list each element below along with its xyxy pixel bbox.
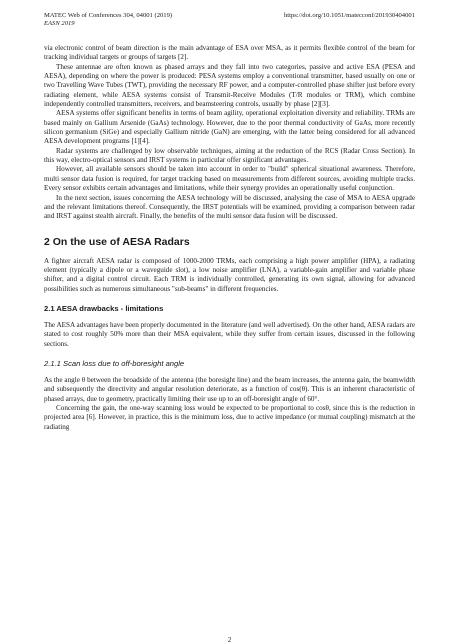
section-2-paragraph: A fighter aircraft AESA radar is composed of 1000-2000 TRMs, each comprising a high power amplifier (HPA), a radiating element (typically a dipole or a waveguide slot), a low noise amplifier (LNA), a variable-gain amplifier and variable phase shifter, and a digital control circuit. Each TRM is individually controlled, generating its own signal, allowing for advanced possibilities such as numerous simultaneous "sub-beams" in different frequencies. — [44, 256, 415, 293]
intro-paragraph-5: However, all available sensors should be taken into account in order to "build" spherical situational awareness. Therefore, multi sensor data fusion is required, for target tracking based on measurements from different sources, avoiding multiple tracks. Every sensor exhibits certain advantages and limitations, while their synergy provides an operationally useful conjunction. — [44, 165, 415, 193]
intro-paragraph-6: In the next section, issues concerning the AESA technology will be discussed, analysing the case of MSA to AESA upgrade and the relevant limitations thereof. Consequently, the IRST potentials will be examined, providing a comparison between radar and IRST against stealth aircraft. Finally, the benefits of the multi sensor data fusion will be discussed. — [44, 193, 415, 221]
intro-paragraph-2: These antennae are often known as phased arrays and they fall into two categories, passive and active ESA (PESA and AESA), depending on where the power is produced: PESA systems employ a conventional transmitter, based usually on one or two Travelling Wave Tubes (TWT), providing the necessary RF power, and a computer-controlled phase shifter just before every radiating element, while AESA systems consist of Transmit-Receive Modules (T/R modules or TRM), which combine independently controlled transmitters, receivers, and beamsteering controls, usually by phase [2][3]. — [44, 62, 415, 109]
section-2-1-heading: 2.1 AESA drawbacks - limitations — [44, 303, 164, 313]
journal-name: MATEC Web of Conferences 304, 04001 (2019) — [44, 12, 173, 19]
section-2-1-paragraph: The AESA advantages have been properly documented in the literature (and well advertised). On the other hand, AESA radars are stated to cost roughly 50% more than their MSA equivalent, while they suffer from certain issues, discussed in the following sections. — [44, 320, 415, 348]
section-2-1-1-paragraph-2: Concerning the gain, the one-way scanning loss would be expected to be proportional to cosθ, since this is the reduction in projected area [6]. However, in practice, this is the minimum loss, due to active impedance (or mutual coupling) mismatch at the radiating — [44, 403, 415, 431]
intro-paragraph-3: AESA systems offer significant benefits in terms of beam agility, operational exploitation diversity and reliability. TRMs are based mainly on Gallium Arsenide (GaAs) technology. However, due to the poor thermal conductivity of GaAs, more recently silicon germanium (SiGe) and especially Gallium nitride (GaN) are emerging, with the latter being considered for all advanced AESA development programs [1][4]. — [44, 109, 415, 146]
intro-paragraph-4: Radar systems are challenged by low observable techniques, aiming at the reduction of the RCS (Radar Cross Section). In this way, electro-optical sensors and IRST systems in particular offer significant advantages. — [44, 146, 415, 165]
journal-info — [44, 12, 172, 28]
page-number: 2 — [227, 636, 232, 644]
section-2-heading: 2 On the use of AESA Radars — [44, 235, 190, 248]
page-body — [44, 44, 415, 432]
doi-link[interactable]: https://doi.org/10.1051/matecconf/201930404001 — [283, 12, 415, 19]
conference-name: EASN 2019 — [44, 20, 75, 27]
section-2-1-1-heading: 2.1.1 Scan loss due to off-boresight angle — [44, 358, 185, 368]
section-2-1-1-paragraph-1: As the angle θ between the broadside of the antenna (the boresight line) and the beam increases, the antenna gain, the beamwidth and subsequently the directivity and angular resolution deteriorate, as a function of cos(θ). This is an inherent characteristic of phased arrays, due to geometry, practically limiting their use up to an off-boresight angle of 60°. — [44, 375, 415, 403]
intro-paragraph-1: via electronic control of beam direction is the main advantage of ESA over MSA, as it permits flexible control of the beam for tracking individual targets or groups of targets [2]. — [44, 44, 415, 62]
